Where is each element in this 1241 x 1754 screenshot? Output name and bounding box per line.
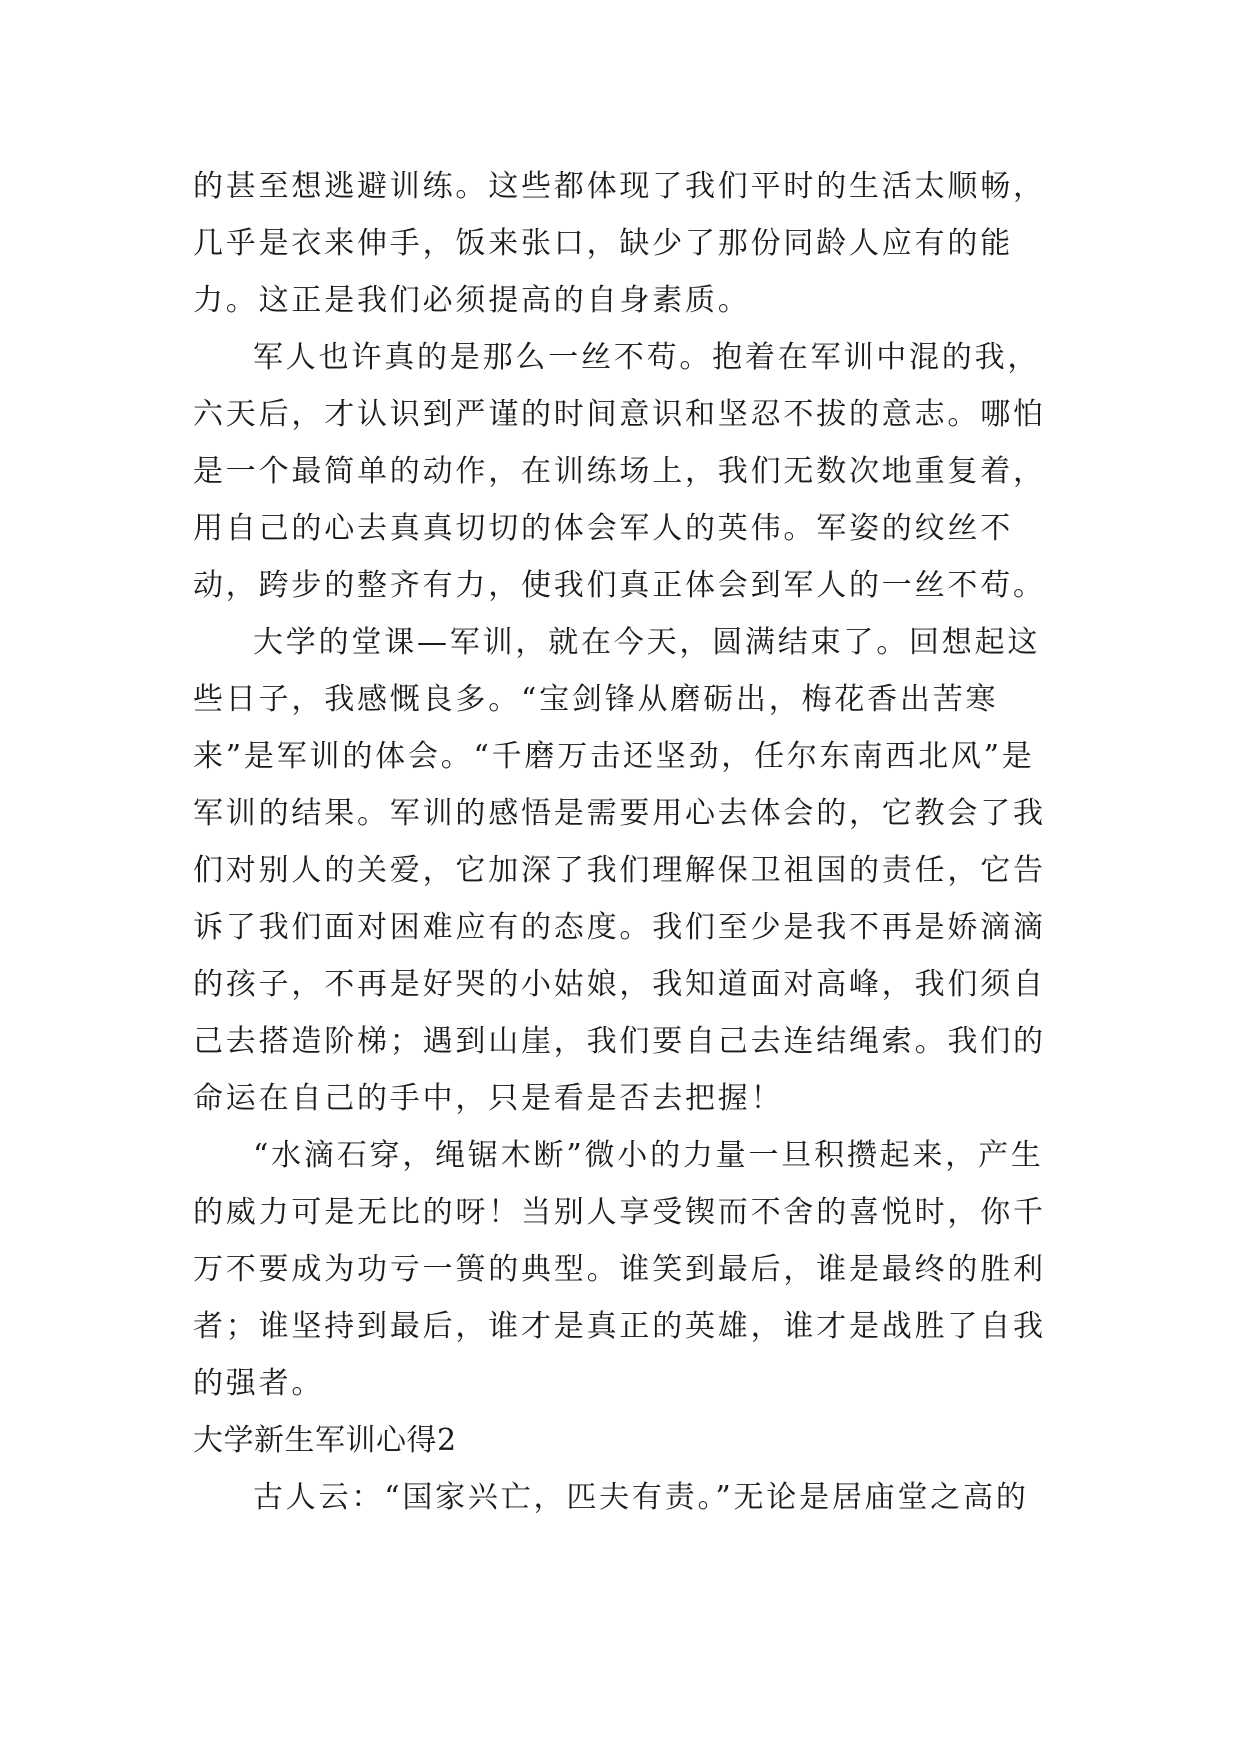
paragraph-water-drops: “水滴石穿，绳锯木断”微小的力量一旦积攒起来，产生的威力可是无比的呀！当别人享受锲而不舍的喜悦时，你千万不要成为功亏一篑的典型。谁笑到最后，谁是最终的胜利者；谁坚持到最后，谁才是真正的英雄，谁才是战胜了自我的强者。 [193,1138,1046,1401]
paragraph-first-lesson: 大学的堂课—军训，就在今天，圆满结束了。回想起这些日子，我感慨良多。“宝剑锋从磨砺出，梅花香出苦寒来”是军训的体会。“千磨万击还坚劲，任尔东南西北风”是军训的结果。军训的感悟是需要用心去体会的，它教会了我们对别人的关爱，它加深了我们理解保卫祖国的责任，它告诉了我们面对困难应有的态度。我们至少是我不再是娇滴滴的孩子，不再是好哭的小姑娘，我知道面对高峰，我们须自己去搭造阶梯；遇到山崖，我们要自己去连结绳索。我们的命运在自己的手中，只是看是否去把握！ [193,625,1046,1116]
document-body [193,158,1053,1526]
section-heading: 大学新生军训心得2 [193,1423,457,1458]
paragraph-soldier: 军人也许真的是那么一丝不苟。抱着在军训中混的我，六天后，才认识到严谨的时间意识和坚忍不拔的意志。哪怕是一个最简单的动作，在训练场上，我们无数次地重复着，用自己的心去真真切切的体会军人的英伟。军姿的纹丝不动，跨步的整齐有力，使我们真正体会到军人的一丝不苟。 [193,340,1046,603]
paragraph-continuation: 的甚至想逃避训练。这些都体现了我们平时的生活太顺畅，几乎是衣来伸手，饭来张口，缺少了那份同龄人应有的能力。这正是我们必须提高的自身素质。 [193,169,1046,318]
paragraph-ancient-saying: 古人云：“国家兴亡，匹夫有责。”无论是居庙堂之高的 [253,1480,1029,1515]
